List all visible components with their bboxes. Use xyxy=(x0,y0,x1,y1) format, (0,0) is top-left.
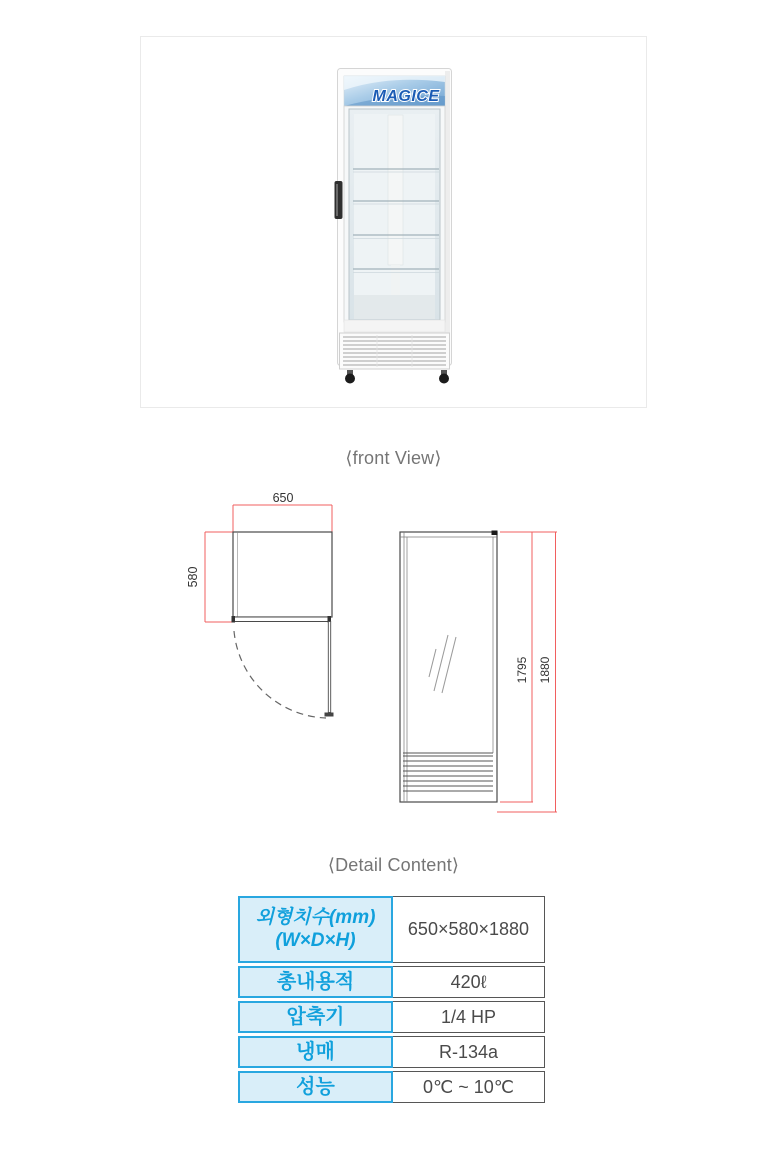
spec-label-capacity: 총내용적 xyxy=(238,966,393,998)
interior-air-duct xyxy=(388,115,403,265)
top-view-door-open xyxy=(328,622,330,713)
spec-label-dimensions xyxy=(238,896,393,963)
table-row xyxy=(238,1001,545,1033)
hinge-corner-mark xyxy=(492,531,498,536)
open-door-end-cap xyxy=(325,713,334,717)
door-bottom-strip xyxy=(344,320,445,332)
top-view-depth-label: 580 xyxy=(186,566,200,588)
brand-logo-text: MAGICE xyxy=(372,88,440,105)
top-view-drawing xyxy=(186,491,334,718)
front-view-drawing xyxy=(400,531,557,813)
depth-dimension-lines xyxy=(205,532,233,622)
door-handle-highlight xyxy=(336,184,338,216)
top-view-body xyxy=(233,532,332,617)
cabinet-side-shade xyxy=(445,71,450,363)
interior-floor xyxy=(354,295,435,319)
door-handle xyxy=(335,181,343,219)
table-row xyxy=(238,966,545,998)
spec-label-performance: 성능 xyxy=(238,1071,393,1103)
caster-wheel-right xyxy=(439,374,449,384)
spec-table xyxy=(238,896,545,1106)
compressor-grille xyxy=(340,333,450,369)
table-row xyxy=(238,896,545,963)
front-view-total-height-label: 1880 xyxy=(538,656,552,684)
spec-label-line1: 외형치수(mm) xyxy=(255,906,376,928)
caster-wheel-left xyxy=(345,374,355,384)
table-row xyxy=(238,1071,545,1103)
door-swing-arc xyxy=(234,631,326,718)
table-row xyxy=(238,1036,545,1068)
front-view-body-height-label: 1795 xyxy=(515,656,529,684)
interior-air-duct-lower xyxy=(391,265,400,297)
spec-value-performance: 0℃ ~ 10℃ xyxy=(393,1071,545,1103)
spec-value-capacity: 420ℓ xyxy=(393,966,545,998)
spec-value-dimensions: 650×580×1880 xyxy=(393,896,545,963)
product-photo-frame xyxy=(140,36,647,408)
top-view-width-label: 650 xyxy=(272,491,294,505)
spec-label-line2: (W×D×H) xyxy=(275,929,356,951)
spec-value-compressor: 1/4 HP xyxy=(393,1001,545,1033)
total-height-label-group xyxy=(538,656,552,683)
width-dimension-lines xyxy=(233,505,332,532)
dimension-drawings xyxy=(180,485,580,835)
refrigerator-photo xyxy=(141,37,648,409)
door-end-cap-left xyxy=(232,616,236,623)
front-view-heading: ⟨front View⟩ xyxy=(345,448,442,468)
top-view-depth-label-group xyxy=(186,567,200,588)
detail-content-heading: ⟨Detail Content⟩ xyxy=(327,855,460,875)
spec-label-refrigerant: 냉매 xyxy=(238,1036,393,1068)
spec-label-compressor: 압축기 xyxy=(238,1001,393,1033)
body-height-label-group xyxy=(515,656,529,683)
top-view-door-closed xyxy=(233,617,330,622)
spec-value-refrigerant: R-134a xyxy=(393,1036,545,1068)
